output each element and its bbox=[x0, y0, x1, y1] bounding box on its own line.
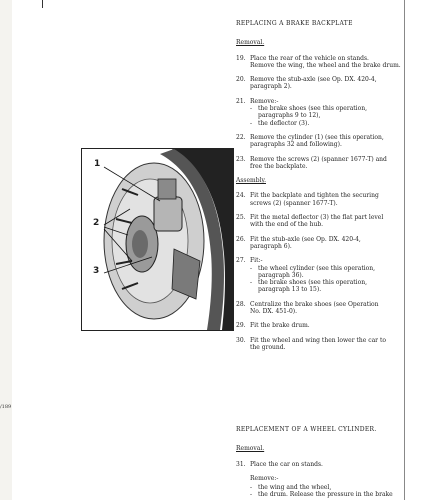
step-body bbox=[250, 257, 375, 293]
step-line: Fit:- bbox=[250, 257, 263, 265]
step-number: 24. bbox=[236, 192, 246, 200]
figure-label-2: 2 bbox=[93, 218, 100, 228]
bullet-line: paragraphs 9 to 12), bbox=[258, 112, 321, 120]
bullet-line: the deflector (3). bbox=[258, 119, 310, 127]
step-31 bbox=[236, 461, 406, 468]
step-line: Fit the metal deflector (3) the flat part level bbox=[250, 214, 384, 222]
figure-label-3: 3 bbox=[93, 266, 100, 276]
margin-note: /189 bbox=[0, 404, 12, 410]
step-bullet bbox=[250, 279, 375, 294]
step-body bbox=[250, 301, 379, 316]
step-number: 22. bbox=[236, 133, 246, 141]
step-line: Centralize the brake shoes (see Operation bbox=[250, 300, 379, 308]
hub-centre bbox=[132, 230, 148, 258]
bullet-text: the wing and the wheel, bbox=[258, 484, 332, 492]
step-26 bbox=[236, 236, 396, 251]
step-24 bbox=[236, 192, 396, 207]
step-body bbox=[250, 55, 401, 70]
bullet-line: the wheel cylinder (see this operation, bbox=[258, 264, 376, 272]
step-number: 21. bbox=[236, 97, 246, 105]
page-title: REPLACING A BRAKE BACKPLATE bbox=[236, 20, 353, 27]
remove-label: Remove:- bbox=[250, 474, 279, 482]
bullet-dash: - bbox=[250, 264, 253, 272]
step-23 bbox=[236, 156, 396, 171]
step-bullet bbox=[250, 120, 367, 127]
step-line: with the end of the hub. bbox=[250, 221, 324, 229]
step-body bbox=[250, 236, 361, 251]
step-number: 25. bbox=[236, 214, 246, 222]
step-body bbox=[250, 322, 310, 329]
step-line: Place the rear of the vehicle on stands. bbox=[250, 54, 369, 62]
step-line: Fit the stub-axle (see Op. DX. 420-4, bbox=[250, 235, 361, 243]
step-line: Remove the stub-axle (see Op. DX. 420-4, bbox=[250, 76, 377, 84]
step-line: paragraphs 32 and following). bbox=[250, 141, 342, 149]
bullet-dash: - bbox=[250, 119, 253, 127]
bullet-dash: - bbox=[250, 484, 253, 492]
assembly-steps bbox=[236, 192, 396, 351]
bullet-text bbox=[258, 279, 367, 294]
step-number: 27. bbox=[236, 257, 246, 265]
bullet-text bbox=[258, 105, 367, 120]
step-19 bbox=[236, 54, 401, 70]
step-line: paragraph 6). bbox=[250, 242, 292, 250]
step-line: No. DX. 451-0). bbox=[250, 308, 298, 316]
step-body bbox=[250, 337, 386, 352]
step-body bbox=[250, 192, 379, 207]
step-line: Fit the brake drum. bbox=[250, 322, 310, 330]
bullet-dash: - bbox=[250, 105, 253, 113]
step-27 bbox=[236, 257, 396, 293]
bullet-line: paragraph 36). bbox=[258, 271, 304, 279]
step-bullet bbox=[250, 105, 367, 120]
brake-backplate-illustration bbox=[82, 149, 233, 330]
step-line: screws (2) (spanner 1677-T). bbox=[250, 199, 338, 207]
step-29 bbox=[236, 322, 396, 329]
section2-bullet-2 bbox=[250, 491, 406, 498]
bullet-dash: - bbox=[250, 491, 253, 499]
cylinder-top bbox=[158, 179, 176, 199]
right-margin-rule bbox=[404, 0, 405, 500]
step-number: 26. bbox=[236, 235, 246, 243]
step-number: 30. bbox=[236, 336, 246, 344]
step-line: Remove the cylinder (1) (see this operation, bbox=[250, 133, 384, 141]
bullet-text: the drum. Release the pressure in the brake bbox=[258, 491, 393, 499]
step-number: 19. bbox=[236, 54, 246, 62]
bullet-line: paragraph 13 to 15). bbox=[258, 286, 322, 294]
step-body bbox=[250, 156, 387, 171]
step-22 bbox=[236, 134, 396, 149]
step-28 bbox=[236, 301, 396, 316]
assembly-heading: Assembly. bbox=[236, 177, 266, 185]
step-20 bbox=[236, 76, 396, 91]
section2-removal-heading: Removal. bbox=[236, 445, 265, 453]
figure-label-1: 1 bbox=[94, 159, 101, 169]
step-bullet bbox=[250, 265, 375, 280]
step-line: Remove the wing, the wheel and the brake drum. bbox=[250, 61, 401, 69]
step-line: Fit the backplate and tighten the securing bbox=[250, 192, 379, 200]
step-line: the ground. bbox=[250, 343, 286, 351]
section2-title: REPLACEMENT OF A WHEEL CYLINDER. bbox=[236, 426, 377, 433]
step-line: Remove:- bbox=[250, 97, 279, 105]
step-line: free the backplate. bbox=[250, 162, 308, 170]
step-number: 20. bbox=[236, 76, 246, 84]
bullet-line: the brake shoes (see this operation, bbox=[258, 105, 367, 113]
step-body bbox=[250, 134, 384, 149]
bullet-line: the brake shoes (see this operation, bbox=[258, 279, 367, 287]
wheel-cylinder bbox=[154, 197, 182, 231]
step-body bbox=[250, 76, 377, 91]
step-body bbox=[250, 214, 383, 229]
bullet-dash: - bbox=[250, 279, 253, 287]
step-21 bbox=[236, 98, 396, 127]
step-text: Place the car on stands. bbox=[250, 460, 323, 468]
step-number: 29. bbox=[236, 322, 246, 330]
bullet-text bbox=[258, 120, 309, 127]
section2-bullet-1 bbox=[250, 484, 406, 491]
step-line: Fit the wheel and wing then lower the car to bbox=[250, 336, 386, 344]
instructions-column bbox=[236, 20, 401, 358]
brake-backplate-figure bbox=[81, 148, 234, 331]
removal-heading: Removal. bbox=[236, 39, 265, 47]
step-body bbox=[250, 98, 367, 127]
removal-steps bbox=[236, 54, 401, 171]
bullet-text bbox=[258, 265, 375, 280]
step-30 bbox=[236, 337, 396, 352]
step-number: 31. bbox=[236, 460, 246, 468]
step-line: Remove the screws (2) (spanner 1677-T) and bbox=[250, 155, 387, 163]
step-number: 23. bbox=[236, 155, 246, 163]
top-tick-mark bbox=[42, 0, 43, 8]
step-number: 28. bbox=[236, 300, 246, 308]
step-25 bbox=[236, 214, 396, 229]
step-line: paragraph 2). bbox=[250, 83, 292, 91]
wheel-cylinder-section bbox=[236, 426, 406, 499]
